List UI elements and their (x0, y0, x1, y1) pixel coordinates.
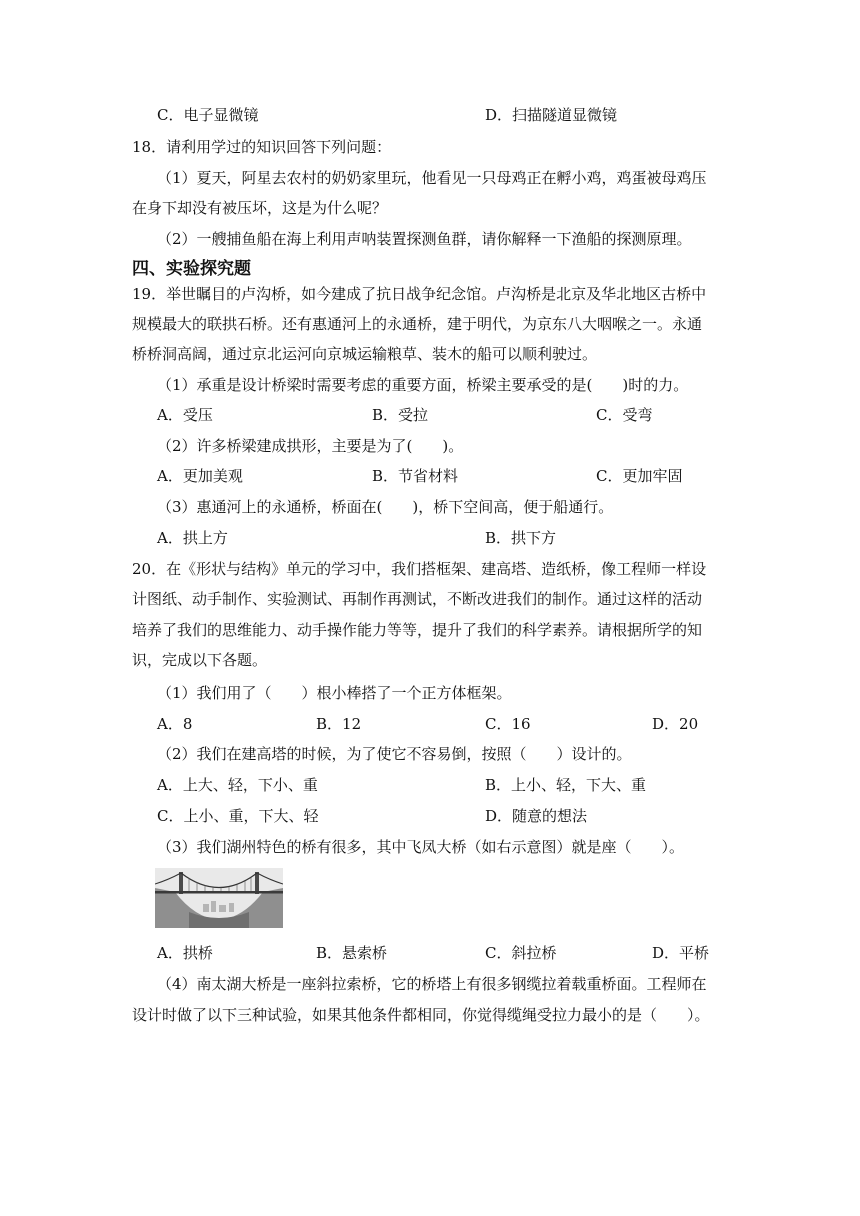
section-heading: 四、实验探究题 (132, 259, 251, 279)
q20-sub3-option-b: B．悬索桥 (316, 944, 388, 962)
q20-sub4-line1: （4）南太湖大桥是一座斜拉索桥，它的桥塔上有很多钢缆拉着载重桥面。工程师在 (157, 975, 707, 993)
q20-sub1-option-b: B．12 (316, 715, 362, 733)
q19-sub2-option-b: B．节省材料 (372, 467, 459, 485)
q19-stem-line3: 桥桥洞高阔，通过京北运河向京城运输粮草、装木的船可以顺利驶过。 (132, 345, 598, 363)
q20-sub3-option-c: C．斜拉桥 (485, 944, 557, 962)
q19-sub2: （2）许多桥梁建成拱形，主要是为了( )。 (157, 437, 464, 455)
q19-sub3: （3）惠通河上的永通桥，桥面在( )，桥下空间高，便于船通行。 (157, 498, 614, 516)
q20-stem-line4: 识，完成以下各题。 (132, 651, 268, 669)
q20-sub2-option-c: C．上小、重，下大、轻 (157, 807, 319, 825)
q20-stem-line3: 培养了我们的思维能力、动手操作能力等等，提升了我们的科学素养。请根据所学的知 (132, 621, 703, 639)
q20-stem-line2: 计图纸、动手制作、实验测试、再制作再测试，不断改进我们的制作。通过这样的活动 (132, 590, 703, 608)
q19-sub1-option-b: B．受拉 (372, 406, 429, 424)
q20-sub2-option-d: D．随意的想法 (485, 807, 588, 825)
q20-sub2-option-b: B．上小、轻，下大、重 (485, 776, 647, 794)
q19-sub3-option-b: B．拱下方 (485, 529, 557, 547)
q20-sub2-option-a: A．上大、轻，下小、重 (157, 776, 318, 794)
q20-stem-line1: 20．在《形状与结构》单元的学习中，我们搭框架、建高塔、造纸桥，像工程师一样设 (132, 560, 707, 578)
suspension-bridge-illustration (155, 868, 283, 928)
q19-sub1-option-c: C．受弯 (596, 406, 653, 424)
q18-part2: （2）一艘捕鱼船在海上利用声呐装置探测鱼群，请你解释一下渔船的探测原理。 (157, 230, 692, 248)
q17-option-c: C．电子显微镜 (157, 106, 259, 124)
q18-part1-line2: 在身下却没有被压坏，这是为什么呢？ (132, 199, 388, 217)
q19-sub1-option-a: A．受压 (157, 406, 213, 424)
q20-sub2: （2）我们在建高塔的时候，为了使它不容易倒，按照（ ）设计的。 (157, 745, 632, 763)
q19-sub2-option-a: A．更加美观 (157, 467, 243, 485)
q19-sub1: （1）承重是设计桥梁时需要考虑的重要方面，桥梁主要承受的是( )时的力。 (157, 376, 689, 394)
q17-option-d: D．扫描隧道显微镜 (485, 106, 618, 124)
q19-stem-line1: 19．举世瞩目的卢沟桥，如今建成了抗日战争纪念馆。卢沟桥是北京及华北地区古桥中 (132, 285, 707, 303)
q18-stem: 18．请利用学过的知识回答下列问题： (132, 138, 392, 156)
q20-sub4-line2: 设计时做了以下三种试验，如果其他条件都相同，你觉得缆绳受拉力最小的是（ ）。 (132, 1006, 710, 1024)
q20-sub1: （1）我们用了（ ）根小棒搭了一个正方体框架。 (157, 684, 512, 702)
q20-sub3: （3）我们湖州特色的桥有很多，其中飞凤大桥（如右示意图）就是座（ ）。 (157, 838, 685, 856)
q20-sub1-option-d: D．20 (652, 715, 699, 733)
q20-sub3-option-d: D．平桥 (652, 944, 710, 962)
q20-sub1-option-a: A．8 (157, 715, 193, 733)
q19-stem-line2: 规模最大的联拱石桥。还有惠通河上的永通桥，建于明代，为京东八大咽喉之一。永通 (132, 315, 703, 333)
q18-part1-line1: （1）夏天，阿星去农村的奶奶家里玩，他看见一只母鸡正在孵小鸡，鸡蛋被母鸡压 (157, 169, 707, 187)
q19-sub3-option-a: A．拱上方 (157, 529, 228, 547)
q20-sub1-option-c: C．16 (485, 715, 531, 733)
q19-sub2-option-c: C．更加牢固 (596, 467, 683, 485)
q20-sub3-option-a: A．拱桥 (157, 944, 213, 962)
